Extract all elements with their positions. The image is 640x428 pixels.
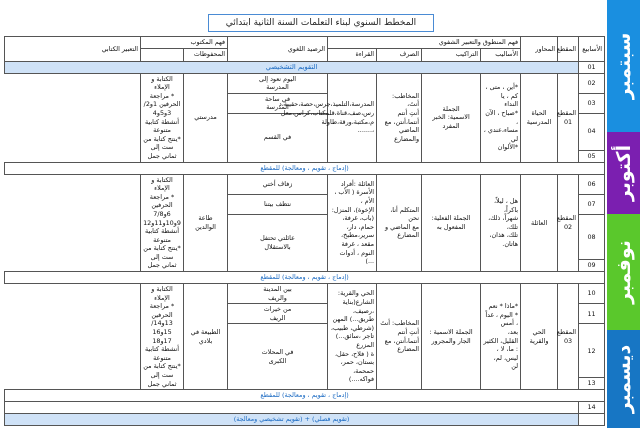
integration-label: (إدماج ، تقويم ، ومعالجة) للمقطع [5,390,605,402]
week-number: 12 [579,324,605,378]
table-row [5,174,605,194]
week-number [579,413,605,425]
structures-cell: الجملة الاسمية : الجار والمجرور [422,284,481,390]
reading-text: عائلتي تحتفل بالاستقلال [228,214,328,272]
theme-label: الحي والقرية [521,284,558,390]
reading-text: اليوم نعود إلى المدرسة [228,73,328,93]
structures-cell: الجملة الاسمية: الخبر المفرد [422,73,481,162]
week-number: 02 [579,73,605,93]
final-evaluation-row [5,413,605,425]
morphology-cell: المخاطب: أنتَ أنتِ أنتم أنتما،أنتن، مع المضارع [377,284,422,390]
month-label: سبتمبر [612,32,635,100]
header-oral-group: فهم المنطوق والتعبير الشفوي [328,37,521,49]
week-number: 05 [579,150,605,162]
table-row [5,402,605,414]
writing-cell: الكتابة و الإملاء * مراجعة الحرفين 6و7/8 9و10و11و12 أنشطة كتابية متنوعة *ينتج كتابة من ست إلى ثماني جمل [141,174,184,272]
integration-row [5,390,605,402]
styles-cell: *أين ، متى ، كم ، يا النداء *صباح ، الآن ، مساء،عندي ، لي *الألوان [481,73,521,162]
writing-cell: الكتابة و الإملاء * مراجعة الحرفين 13و14/ 15و16 17و18 أنشطة كتابية متنوعة *ينتج كتابة من ست إلى ثماني جمل [141,284,184,390]
month-band [607,214,640,330]
memorized-text: مدرستي [184,73,228,162]
header-vocab: الرصيد اللغوي [228,37,328,62]
reading-text: في القسم [228,113,328,162]
header-reading: القراءة [328,48,377,61]
month-band [607,330,640,428]
week-number: 09 [579,260,605,272]
week-number: 04 [579,113,605,150]
integration-row [5,162,605,174]
week-number: 08 [579,214,605,260]
header-morphology: الصرف [377,48,422,61]
header-memorized: المحفوظات [184,48,228,61]
empty-cell [5,402,579,414]
header-structures: التراكيب [422,48,481,61]
header-written-group: فهم المكتوب [141,37,228,49]
week-number: 13 [579,378,605,390]
header-writing: التعبير الكتابي [5,37,141,62]
morphology-cell: المتكلم أنا، نحن مع الماضي و المضارع [377,174,422,272]
integration-label: (إدماج ، تقويم ، ومعالجة) للمقطع [5,162,605,174]
structures-cell: الجملة الفعلية: المفعول به [422,174,481,272]
segment-label: المقطع 01 [558,73,579,162]
reading-text: في المحلات الكبرى [228,324,328,390]
memorized-text: الطبيعة في بلادي [184,284,228,390]
header-theme: المحاور [521,37,558,62]
month-band [607,0,640,132]
header-segment: المقطع [558,37,579,62]
month-label: أكتوبر [612,144,635,202]
reading-text: من خيرات الريف [228,304,328,324]
week-number: 11 [579,304,605,324]
week-number: 10 [579,284,605,304]
week-number: 06 [579,174,605,194]
vocab-cell: المدرسة،التلميذ،جرس،حصة،حقيبة،د رس،صف،قناة،قلمكتاب،كراس،معل م،مكتبة،ورقة،طاولة ،....... [328,73,377,162]
integration-row [5,272,605,284]
annual-plan-table [4,36,605,426]
table-row [5,284,605,304]
styles-cell: *ماذا * نعم * اليوم ، غداً ، أمس بعد، القليل، الكثير : ما، لا ، ليس، لم، لن [481,284,521,390]
vocab-cell: الحي والقرية: الشارع(بناية ،رصيف، طريق...) المهن (شرطي، طبيب، تاجر ،سائق...) المزرع ة ( فلاح، حقل، بستان، حمر، حمحمة، فواكه....) [328,284,377,390]
table-row [5,73,605,93]
theme-label: الحياة المدرسية [521,73,558,162]
month-label: نوفمبر [612,240,635,304]
morphology-cell: المخاطب: أنتَ، أنتِ أنتم أنتما،أنتن، مع الماضي والمضارع [377,73,422,162]
final-evaluation-label: (تقويم فصلي) + (تقويم تشخيصي ومعالجة) [5,413,579,425]
page-title: المخطط السنوي لبناء التعلمات السنة الثانية ابتدائي [208,14,434,32]
reading-text: في ساحة المدرسة [228,93,328,113]
diagnostic-row [5,61,605,73]
week-number: 07 [579,194,605,214]
header-styles: الأساليب [481,48,521,61]
header-weeks: الأسابيع [579,37,605,62]
reading-text: بين المدينة والريف [228,284,328,304]
segment-label: المقطع 03 [558,284,579,390]
month-label: ديسمبر [612,344,635,414]
theme-label: العائلة [521,174,558,272]
week-number: 14 [579,402,605,414]
segment-label: المقطع 02 [558,174,579,272]
month-band [607,132,640,214]
memorized-text: طاعة الوالدين [184,174,228,272]
diagnostic-label: التقويم التشخيصي [5,61,579,73]
reading-text: زفاف أختي [228,174,328,194]
vocab-cell: العائلة :أفراد الأسرة ( الأب ، الأم ، الإخوة)، المنزل: (باب، غرفة، حمام، دار، سرير،مطبخ، مقعد ، غرفة النوم ، أدوات ...) [328,174,377,272]
styles-cell: هل ، ليلاً، باكراً، شهراً، ذلك، تلك، تلك، هذان، هاتان. [481,174,521,272]
week-number: 01 [579,61,605,73]
integration-label: (إدماج ، تقويم ، ومعالجة) للمقطع [5,272,605,284]
writing-cell: الكتابة و الإملاء * مراجعة الحرفين 1و2/ 3و5و4 أنشطة كتابية متنوعة *ينتج كتابة من ست إلى ثماني جمل [141,73,184,162]
week-number: 03 [579,93,605,113]
reading-text: نتظف بيتنا [228,194,328,214]
